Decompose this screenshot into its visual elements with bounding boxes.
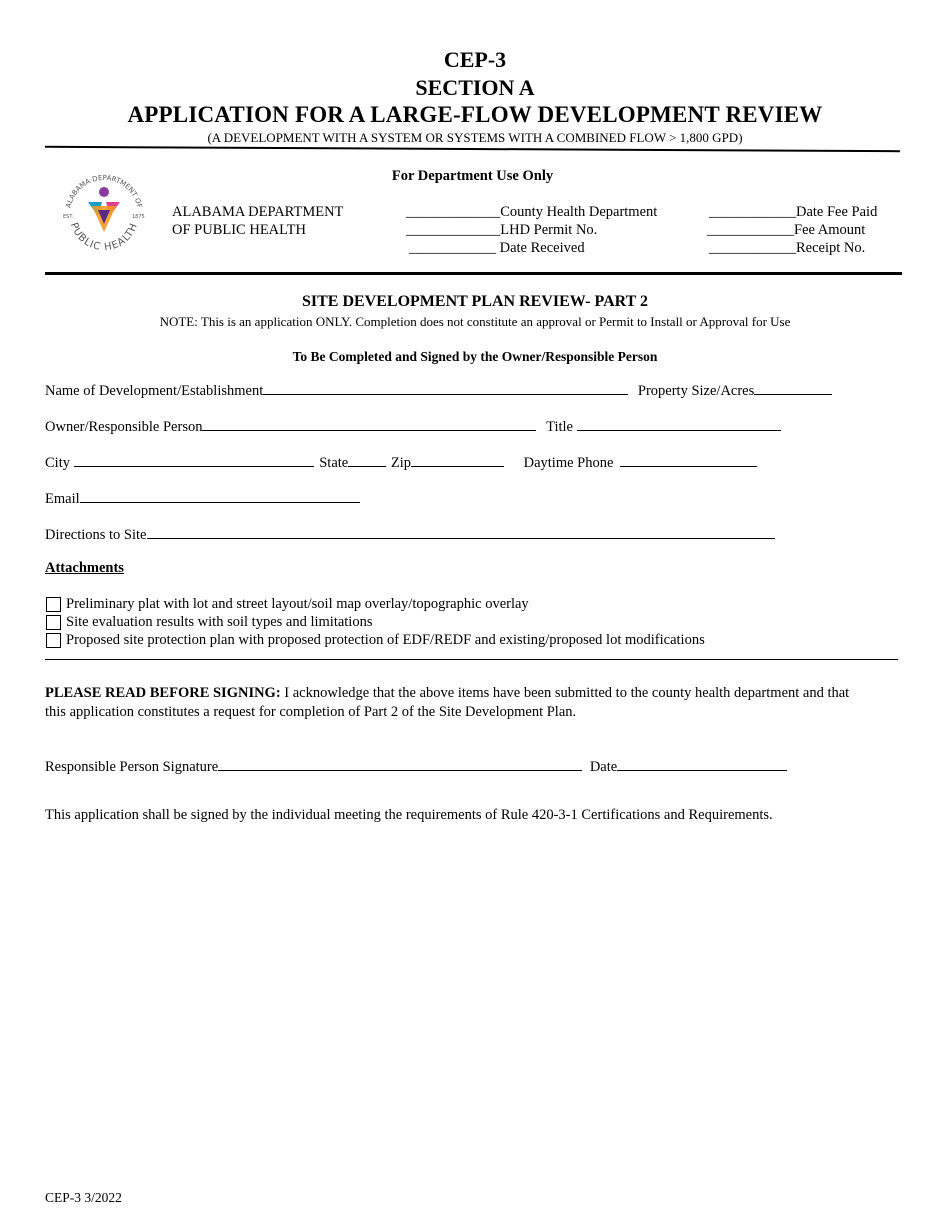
development-name-label: Name of Development/Establishment	[45, 383, 264, 399]
directions-input[interactable]	[147, 524, 775, 539]
title-input[interactable]	[577, 416, 781, 431]
attachment-label-2: Site evaluation results with soil types and limitations	[66, 614, 373, 630]
email-input[interactable]	[80, 488, 360, 503]
divider	[45, 146, 900, 152]
city-input[interactable]	[74, 452, 314, 467]
adph-logo	[58, 166, 150, 256]
form-revision: CEP-3 3/2022	[45, 1190, 122, 1205]
certification-note: This application shall be signed by the individual meeting the requirements of Rule 420-3-1 Certifications and Requirements.	[45, 807, 773, 823]
logo-est: EST.	[63, 214, 74, 220]
state-input[interactable]	[348, 452, 386, 467]
divider	[45, 659, 898, 660]
attachment-checkbox-2[interactable]	[46, 615, 61, 630]
agency-name-2: OF PUBLIC HEALTH	[172, 222, 307, 238]
signature-input[interactable]	[218, 756, 582, 771]
acknowledgement-line-1	[45, 684, 849, 702]
part-title: SITE DEVELOPMENT PLAN REVIEW- PART 2	[301, 293, 648, 310]
email-row	[45, 488, 360, 508]
page-subtitle: (A DEVELOPMENT WITH A SYSTEM OR SYSTEMS WITH A COMBINED FLOW > 1,800 GPD)	[207, 130, 743, 145]
logo-top-text: ALABAMA DEPARTMENT OF	[64, 173, 144, 209]
attachments-heading: Attachments	[45, 560, 124, 576]
owner-input[interactable]	[202, 416, 536, 431]
divider	[45, 272, 902, 275]
signature-row	[45, 756, 787, 776]
form-code: CEP-3	[443, 47, 507, 72]
development-name-row	[45, 380, 832, 400]
signature-date-label: Date	[589, 759, 618, 775]
lhd-permit-field[interactable]: _____________LHD Permit No.	[406, 222, 598, 238]
fee-amount-field[interactable]: ____________Fee Amount	[707, 222, 866, 238]
logo-year: 1875	[132, 214, 145, 220]
logo-bottom-text: PUBLIC HEALTH	[67, 221, 141, 254]
attachment-label-3: Proposed site protection plan with proposed protection of EDF/REDF and existing/proposed lot modifications	[66, 632, 705, 648]
city-row	[45, 452, 757, 472]
date-received-field[interactable]: ____________ Date Received	[409, 240, 585, 256]
attachment-checkbox-1[interactable]	[46, 597, 61, 612]
part-instruction: To Be Completed and Signed by the Owner/Responsible Person	[292, 349, 658, 364]
directions-row	[45, 524, 775, 544]
phone-label: Daytime Phone	[523, 455, 614, 471]
zip-label: Zip	[390, 455, 411, 471]
signature-date-input[interactable]	[617, 756, 787, 771]
title-label: Title	[546, 419, 573, 435]
attachment-label-1: Preliminary plat with lot and street layout/soil map overlay/topographic overlay	[66, 596, 529, 612]
email-label: Email	[45, 491, 80, 507]
dept-use-heading: For Department Use Only	[391, 168, 554, 184]
date-fee-paid-field[interactable]: ____________Date Fee Paid	[709, 204, 878, 220]
owner-row	[45, 416, 781, 436]
phone-input[interactable]	[620, 452, 757, 467]
acknowledgement-text-2: this application constitutes a request for completion of Part 2 of the Site Development Plan.	[45, 704, 577, 720]
property-size-label: Property Size/Acres	[637, 383, 755, 399]
city-label: City	[45, 455, 70, 471]
receipt-no-field[interactable]: ____________Receipt No.	[709, 240, 866, 256]
acknowledgement-text-1: I acknowledge that the above items have been submitted to the county health department and that	[280, 685, 850, 701]
page-title: APPLICATION FOR A LARGE-FLOW DEVELOPMENT REVIEW	[127, 102, 823, 127]
state-label: State	[319, 455, 349, 471]
part-note: NOTE: This is an application ONLY. Completion does not constitute an approval or Permit to Install or Approval for Use	[159, 314, 791, 329]
zip-input[interactable]	[411, 452, 504, 467]
signature-label: Responsible Person Signature	[45, 759, 219, 775]
property-size-input[interactable]	[754, 380, 832, 395]
agency-name-1: ALABAMA DEPARTMENT	[172, 204, 344, 220]
development-name-input[interactable]	[263, 380, 628, 395]
owner-label: Owner/Responsible Person	[45, 419, 203, 435]
acknowledgement-lead: PLEASE READ BEFORE SIGNING:	[45, 685, 281, 701]
section-title: SECTION A	[415, 75, 535, 100]
directions-label: Directions to Site	[45, 527, 147, 543]
county-health-dept-field[interactable]: _____________County Health Department	[406, 204, 658, 220]
attachment-checkbox-3[interactable]	[46, 633, 61, 648]
